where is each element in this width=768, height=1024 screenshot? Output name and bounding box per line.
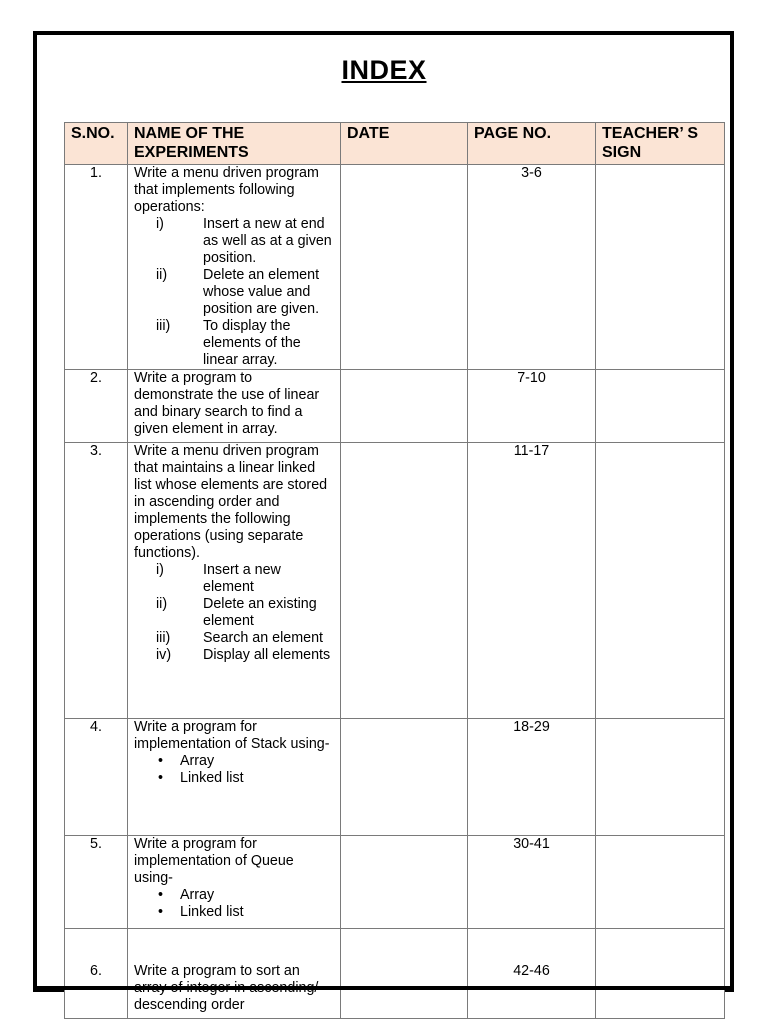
sno-cell: 4. <box>65 719 128 836</box>
page-number-cell: 11-17 <box>468 443 596 719</box>
item-number: iv) <box>156 647 172 663</box>
sub-item-list <box>134 562 334 664</box>
bullet-text: Array <box>180 887 215 903</box>
sno-cell: 5. <box>65 836 128 929</box>
sub-item-list <box>134 216 334 369</box>
item-text: To display the elements of the linear array. <box>203 318 301 368</box>
list-item <box>134 887 334 904</box>
list-item <box>134 647 334 664</box>
experiment-cell <box>128 165 341 370</box>
sno-cell: 2. <box>65 370 128 443</box>
table-row <box>65 443 725 719</box>
page-number-cell: 3-6 <box>468 165 596 370</box>
date-cell <box>341 719 468 836</box>
page-number-cell: 7-10 <box>468 370 596 443</box>
sno-cell: 6. <box>65 929 128 1019</box>
page-title: INDEX <box>341 55 427 85</box>
experiment-cell <box>128 443 341 719</box>
list-item <box>134 904 334 921</box>
page-number-cell: 42-46 <box>468 929 596 1019</box>
item-number: i) <box>156 562 164 578</box>
list-item <box>134 596 334 630</box>
table-row <box>65 719 725 836</box>
page-number-cell: 18-29 <box>468 719 596 836</box>
sno-cell: 1. <box>65 165 128 370</box>
table-row <box>65 165 725 370</box>
experiment-cell <box>128 836 341 929</box>
item-text: Display all elements <box>203 647 331 663</box>
experiment-description: Write a menu driven program that maintains a linear linked list whose elements are stored in ascending order and implements the following operations (using separate functions). <box>134 443 328 561</box>
item-number: iii) <box>156 318 171 334</box>
page-number-cell: 30-41 <box>468 836 596 929</box>
header-date: DATE <box>341 123 468 165</box>
list-item <box>134 267 334 318</box>
header-sno: S.NO. <box>65 123 128 165</box>
bullet-text: Linked list <box>180 904 244 920</box>
item-text: Delete an existing element <box>203 596 317 629</box>
date-cell <box>341 929 468 1019</box>
list-item <box>134 562 334 596</box>
date-cell <box>341 370 468 443</box>
bullet-text: Linked list <box>180 770 244 786</box>
date-cell <box>341 443 468 719</box>
list-item <box>134 216 334 267</box>
item-number: ii) <box>156 596 168 612</box>
list-item <box>134 630 334 647</box>
header-name: NAME OF THE EXPERIMENTS <box>128 123 341 165</box>
teacher-sign-cell <box>596 836 725 929</box>
teacher-sign-cell <box>596 165 725 370</box>
experiment-description: Write a program for implementation of Stack using- <box>134 719 330 752</box>
bullet-icon: • <box>158 887 164 903</box>
bullet-text: Array <box>180 753 215 769</box>
experiment-description: Write a menu driven program that implements following operations: <box>134 165 319 215</box>
bullet-icon: • <box>158 904 164 920</box>
list-item <box>134 753 334 770</box>
list-item <box>134 318 334 369</box>
item-text: Insert a new element <box>203 562 281 595</box>
header-page: PAGE NO. <box>468 123 596 165</box>
bullet-list <box>134 753 334 787</box>
experiment-cell <box>128 719 341 836</box>
item-number: i) <box>156 216 164 232</box>
header-sign: TEACHER’ S SIGN <box>596 123 725 165</box>
index-table <box>64 122 725 1019</box>
sno-cell: 3. <box>65 443 128 719</box>
item-text: Insert a new at end as well as at a given position. <box>203 216 332 266</box>
experiment-description: Write a program for implementation of Queue using- <box>134 836 294 886</box>
item-text: Search an element <box>203 630 324 646</box>
list-item <box>134 770 334 787</box>
experiment-description: Write a program to sort an descending order <box>134 963 300 1013</box>
experiment-description: Write a program to demonstrate the use of linear and binary search to find a given element in array. <box>134 370 320 437</box>
experiment-cell <box>128 929 341 1019</box>
teacher-sign-cell <box>596 443 725 719</box>
table-row <box>65 836 725 929</box>
table-row <box>65 370 725 443</box>
page-border-bottom <box>33 986 734 990</box>
item-number: ii) <box>156 267 168 283</box>
table-row <box>65 929 725 1019</box>
item-text: Delete an element whose value and position are given. <box>203 267 320 317</box>
teacher-sign-cell <box>596 370 725 443</box>
experiment-cell <box>128 370 341 443</box>
bullet-icon: • <box>158 770 164 786</box>
date-cell <box>341 165 468 370</box>
bullet-list <box>134 887 334 921</box>
bullet-icon: • <box>158 753 164 769</box>
date-cell <box>341 836 468 929</box>
teacher-sign-cell <box>596 929 725 1019</box>
item-number: iii) <box>156 630 171 646</box>
header-row <box>65 123 725 165</box>
teacher-sign-cell <box>596 719 725 836</box>
